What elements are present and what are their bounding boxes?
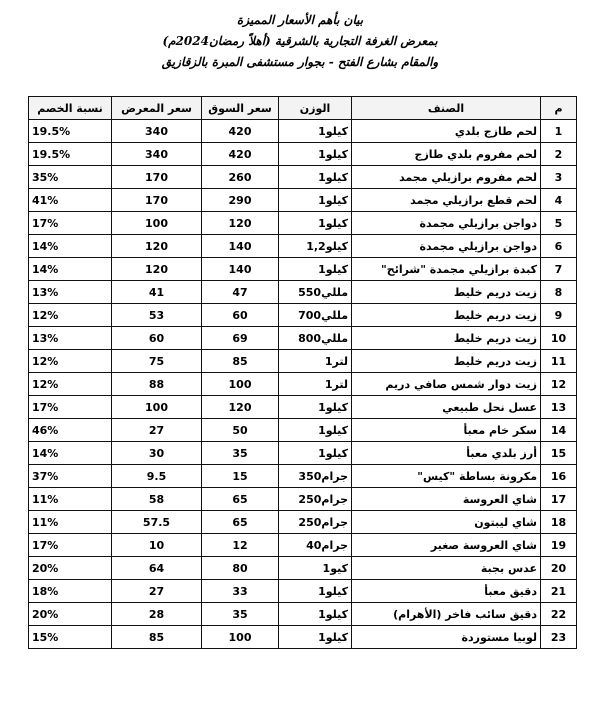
row-number: 19 — [541, 534, 577, 557]
item-weight: 1كيلو — [279, 189, 352, 212]
exhibition-price: 170 — [112, 189, 202, 212]
item-weight: 700مللي — [279, 304, 352, 327]
market-price: 85 — [202, 350, 279, 373]
exhibition-price: 75 — [112, 350, 202, 373]
item-name: شاي ليبتون — [352, 511, 541, 534]
market-price: 140 — [202, 258, 279, 281]
discount-rate: 19.5% — [29, 143, 112, 166]
market-price: 35 — [202, 603, 279, 626]
header-line-2: بمعرض الغرفة التجارية بالشرقية (أهلاً رمضان2024م) — [162, 34, 438, 48]
market-price: 65 — [202, 488, 279, 511]
exhibition-price: 88 — [112, 373, 202, 396]
market-price: 100 — [202, 373, 279, 396]
row-number: 17 — [541, 488, 577, 511]
market-price: 35 — [202, 442, 279, 465]
discount-rate: 15% — [29, 626, 112, 649]
discount-rate: 46% — [29, 419, 112, 442]
row-number: 23 — [541, 626, 577, 649]
table-row — [29, 166, 577, 189]
row-number: 3 — [541, 166, 577, 189]
item-name: عسل نحل طبيعي — [352, 396, 541, 419]
item-name: لحم مفروم برازيلي مجمد — [352, 166, 541, 189]
col-header-weight: الوزن — [279, 97, 352, 120]
row-number: 14 — [541, 419, 577, 442]
table-row — [29, 580, 577, 603]
exhibition-price: 60 — [112, 327, 202, 350]
row-number: 4 — [541, 189, 577, 212]
row-number: 8 — [541, 281, 577, 304]
exhibition-price: 28 — [112, 603, 202, 626]
col-header-item: الصنف — [352, 97, 541, 120]
item-weight: 1لتر — [279, 373, 352, 396]
market-price: 100 — [202, 626, 279, 649]
item-weight: 1كيلو — [279, 603, 352, 626]
row-number: 18 — [541, 511, 577, 534]
discount-rate: 17% — [29, 212, 112, 235]
item-name: لحم طازج بلدي — [352, 120, 541, 143]
row-number: 10 — [541, 327, 577, 350]
exhibition-price: 85 — [112, 626, 202, 649]
document-header — [0, 0, 600, 78]
item-weight: 1كيلو — [279, 442, 352, 465]
table-row — [29, 603, 577, 626]
discount-rate: 20% — [29, 603, 112, 626]
row-number: 11 — [541, 350, 577, 373]
item-weight: 1لتر — [279, 350, 352, 373]
discount-rate: 20% — [29, 557, 112, 580]
item-weight: 1,2كيلو — [279, 235, 352, 258]
item-name: عدس بجبة — [352, 557, 541, 580]
item-weight: 1كيلو — [279, 419, 352, 442]
discount-rate: 14% — [29, 442, 112, 465]
header-line-3: والمقام بشارع الفتح - بجوار مستشفى المبرة بالزقازيق — [161, 55, 439, 69]
row-number: 2 — [541, 143, 577, 166]
exhibition-price: 170 — [112, 166, 202, 189]
row-number: 6 — [541, 235, 577, 258]
item-weight: 1كيلو — [279, 626, 352, 649]
discount-rate: 13% — [29, 281, 112, 304]
discount-rate: 18% — [29, 580, 112, 603]
item-name: كبدة برازيلي مجمدة "شرائح" — [352, 258, 541, 281]
market-price: 47 — [202, 281, 279, 304]
market-price: 420 — [202, 120, 279, 143]
item-name: زيت دريم خليط — [352, 304, 541, 327]
table-row — [29, 442, 577, 465]
item-name: شاي العروسة — [352, 488, 541, 511]
row-number: 22 — [541, 603, 577, 626]
row-number: 5 — [541, 212, 577, 235]
item-name: لوبيا مستوردة — [352, 626, 541, 649]
col-header-discount: نسبة الخصم — [29, 97, 112, 120]
exhibition-price: 100 — [112, 212, 202, 235]
table-row — [29, 304, 577, 327]
market-price: 50 — [202, 419, 279, 442]
exhibition-price: 120 — [112, 258, 202, 281]
item-weight: 1كيلو — [279, 396, 352, 419]
exhibition-price: 340 — [112, 120, 202, 143]
item-name: دواجن برازيلي مجمدة — [352, 235, 541, 258]
discount-rate: 12% — [29, 373, 112, 396]
discount-rate: 14% — [29, 235, 112, 258]
exhibition-price: 30 — [112, 442, 202, 465]
item-name: زيت دريم خليط — [352, 327, 541, 350]
table-row — [29, 557, 577, 580]
item-name: أرز بلدي معبأ — [352, 442, 541, 465]
item-name: لحم قطع برازيلي مجمد — [352, 189, 541, 212]
table-row — [29, 143, 577, 166]
item-name: زيت دريم خليط — [352, 350, 541, 373]
item-name: دواجن برازيلي مجمدة — [352, 212, 541, 235]
item-weight: 250جرام — [279, 511, 352, 534]
exhibition-price: 100 — [112, 396, 202, 419]
row-number: 16 — [541, 465, 577, 488]
table-row — [29, 350, 577, 373]
table-row — [29, 189, 577, 212]
table-header-row — [29, 97, 577, 120]
discount-rate: 19.5% — [29, 120, 112, 143]
item-weight: 550مللي — [279, 281, 352, 304]
discount-rate: 13% — [29, 327, 112, 350]
item-weight: 1كيو — [279, 557, 352, 580]
table-row — [29, 281, 577, 304]
col-header-market-price: سعر السوق — [202, 97, 279, 120]
item-weight: 1كيلو — [279, 143, 352, 166]
item-weight: 1كيلو — [279, 212, 352, 235]
exhibition-price: 120 — [112, 235, 202, 258]
table-row — [29, 212, 577, 235]
market-price: 140 — [202, 235, 279, 258]
col-header-num: م — [541, 97, 577, 120]
item-weight: 1كيلو — [279, 580, 352, 603]
item-name: دقيق سائب فاخر (الأهرام) — [352, 603, 541, 626]
header-line-1: بيان بأهم الأسعار المميزة — [236, 13, 364, 27]
exhibition-price: 9.5 — [112, 465, 202, 488]
item-name: لحم مفروم بلدي طازج — [352, 143, 541, 166]
market-price: 120 — [202, 212, 279, 235]
discount-rate: 17% — [29, 534, 112, 557]
item-weight: 1كيلو — [279, 258, 352, 281]
discount-rate: 14% — [29, 258, 112, 281]
exhibition-price: 27 — [112, 419, 202, 442]
exhibition-price: 57.5 — [112, 511, 202, 534]
discount-rate: 11% — [29, 511, 112, 534]
market-price: 69 — [202, 327, 279, 350]
discount-rate: 12% — [29, 304, 112, 327]
col-header-exhibition-price: سعر المعرض — [112, 97, 202, 120]
price-table — [28, 96, 577, 649]
item-name: دقيق معبأ — [352, 580, 541, 603]
market-price: 15 — [202, 465, 279, 488]
exhibition-price: 340 — [112, 143, 202, 166]
market-price: 33 — [202, 580, 279, 603]
exhibition-price: 27 — [112, 580, 202, 603]
item-name: زيت دريم خليط — [352, 281, 541, 304]
table-row — [29, 465, 577, 488]
item-weight: 800مللي — [279, 327, 352, 350]
discount-rate: 35% — [29, 166, 112, 189]
exhibition-price: 53 — [112, 304, 202, 327]
item-name: شاي العروسة صغير — [352, 534, 541, 557]
table-row — [29, 626, 577, 649]
row-number: 12 — [541, 373, 577, 396]
item-name: سكر خام معبأ — [352, 419, 541, 442]
table-row — [29, 373, 577, 396]
row-number: 13 — [541, 396, 577, 419]
market-price: 65 — [202, 511, 279, 534]
row-number: 7 — [541, 258, 577, 281]
market-price: 120 — [202, 396, 279, 419]
table-row — [29, 534, 577, 557]
item-weight: 40جرام — [279, 534, 352, 557]
exhibition-price: 10 — [112, 534, 202, 557]
row-number: 1 — [541, 120, 577, 143]
row-number: 15 — [541, 442, 577, 465]
discount-rate: 37% — [29, 465, 112, 488]
discount-rate: 12% — [29, 350, 112, 373]
item-name: زيت دوار شمس صافي دريم — [352, 373, 541, 396]
market-price: 60 — [202, 304, 279, 327]
exhibition-price: 41 — [112, 281, 202, 304]
item-weight: 1كيلو — [279, 120, 352, 143]
exhibition-price: 58 — [112, 488, 202, 511]
item-weight: 350جرام — [279, 465, 352, 488]
table-row — [29, 488, 577, 511]
item-weight: 1كيلو — [279, 166, 352, 189]
market-price: 420 — [202, 143, 279, 166]
item-weight: 250جرام — [279, 488, 352, 511]
item-name: مكرونة بساطة "كيس" — [352, 465, 541, 488]
table-body — [29, 120, 577, 649]
table-row — [29, 120, 577, 143]
exhibition-price: 64 — [112, 557, 202, 580]
market-price: 260 — [202, 166, 279, 189]
row-number: 20 — [541, 557, 577, 580]
row-number: 9 — [541, 304, 577, 327]
discount-rate: 17% — [29, 396, 112, 419]
table-row — [29, 396, 577, 419]
table-row — [29, 419, 577, 442]
row-number: 21 — [541, 580, 577, 603]
table-row — [29, 511, 577, 534]
market-price: 290 — [202, 189, 279, 212]
discount-rate: 11% — [29, 488, 112, 511]
market-price: 12 — [202, 534, 279, 557]
market-price: 80 — [202, 557, 279, 580]
discount-rate: 41% — [29, 189, 112, 212]
table-row — [29, 235, 577, 258]
table-row — [29, 258, 577, 281]
table-row — [29, 327, 577, 350]
